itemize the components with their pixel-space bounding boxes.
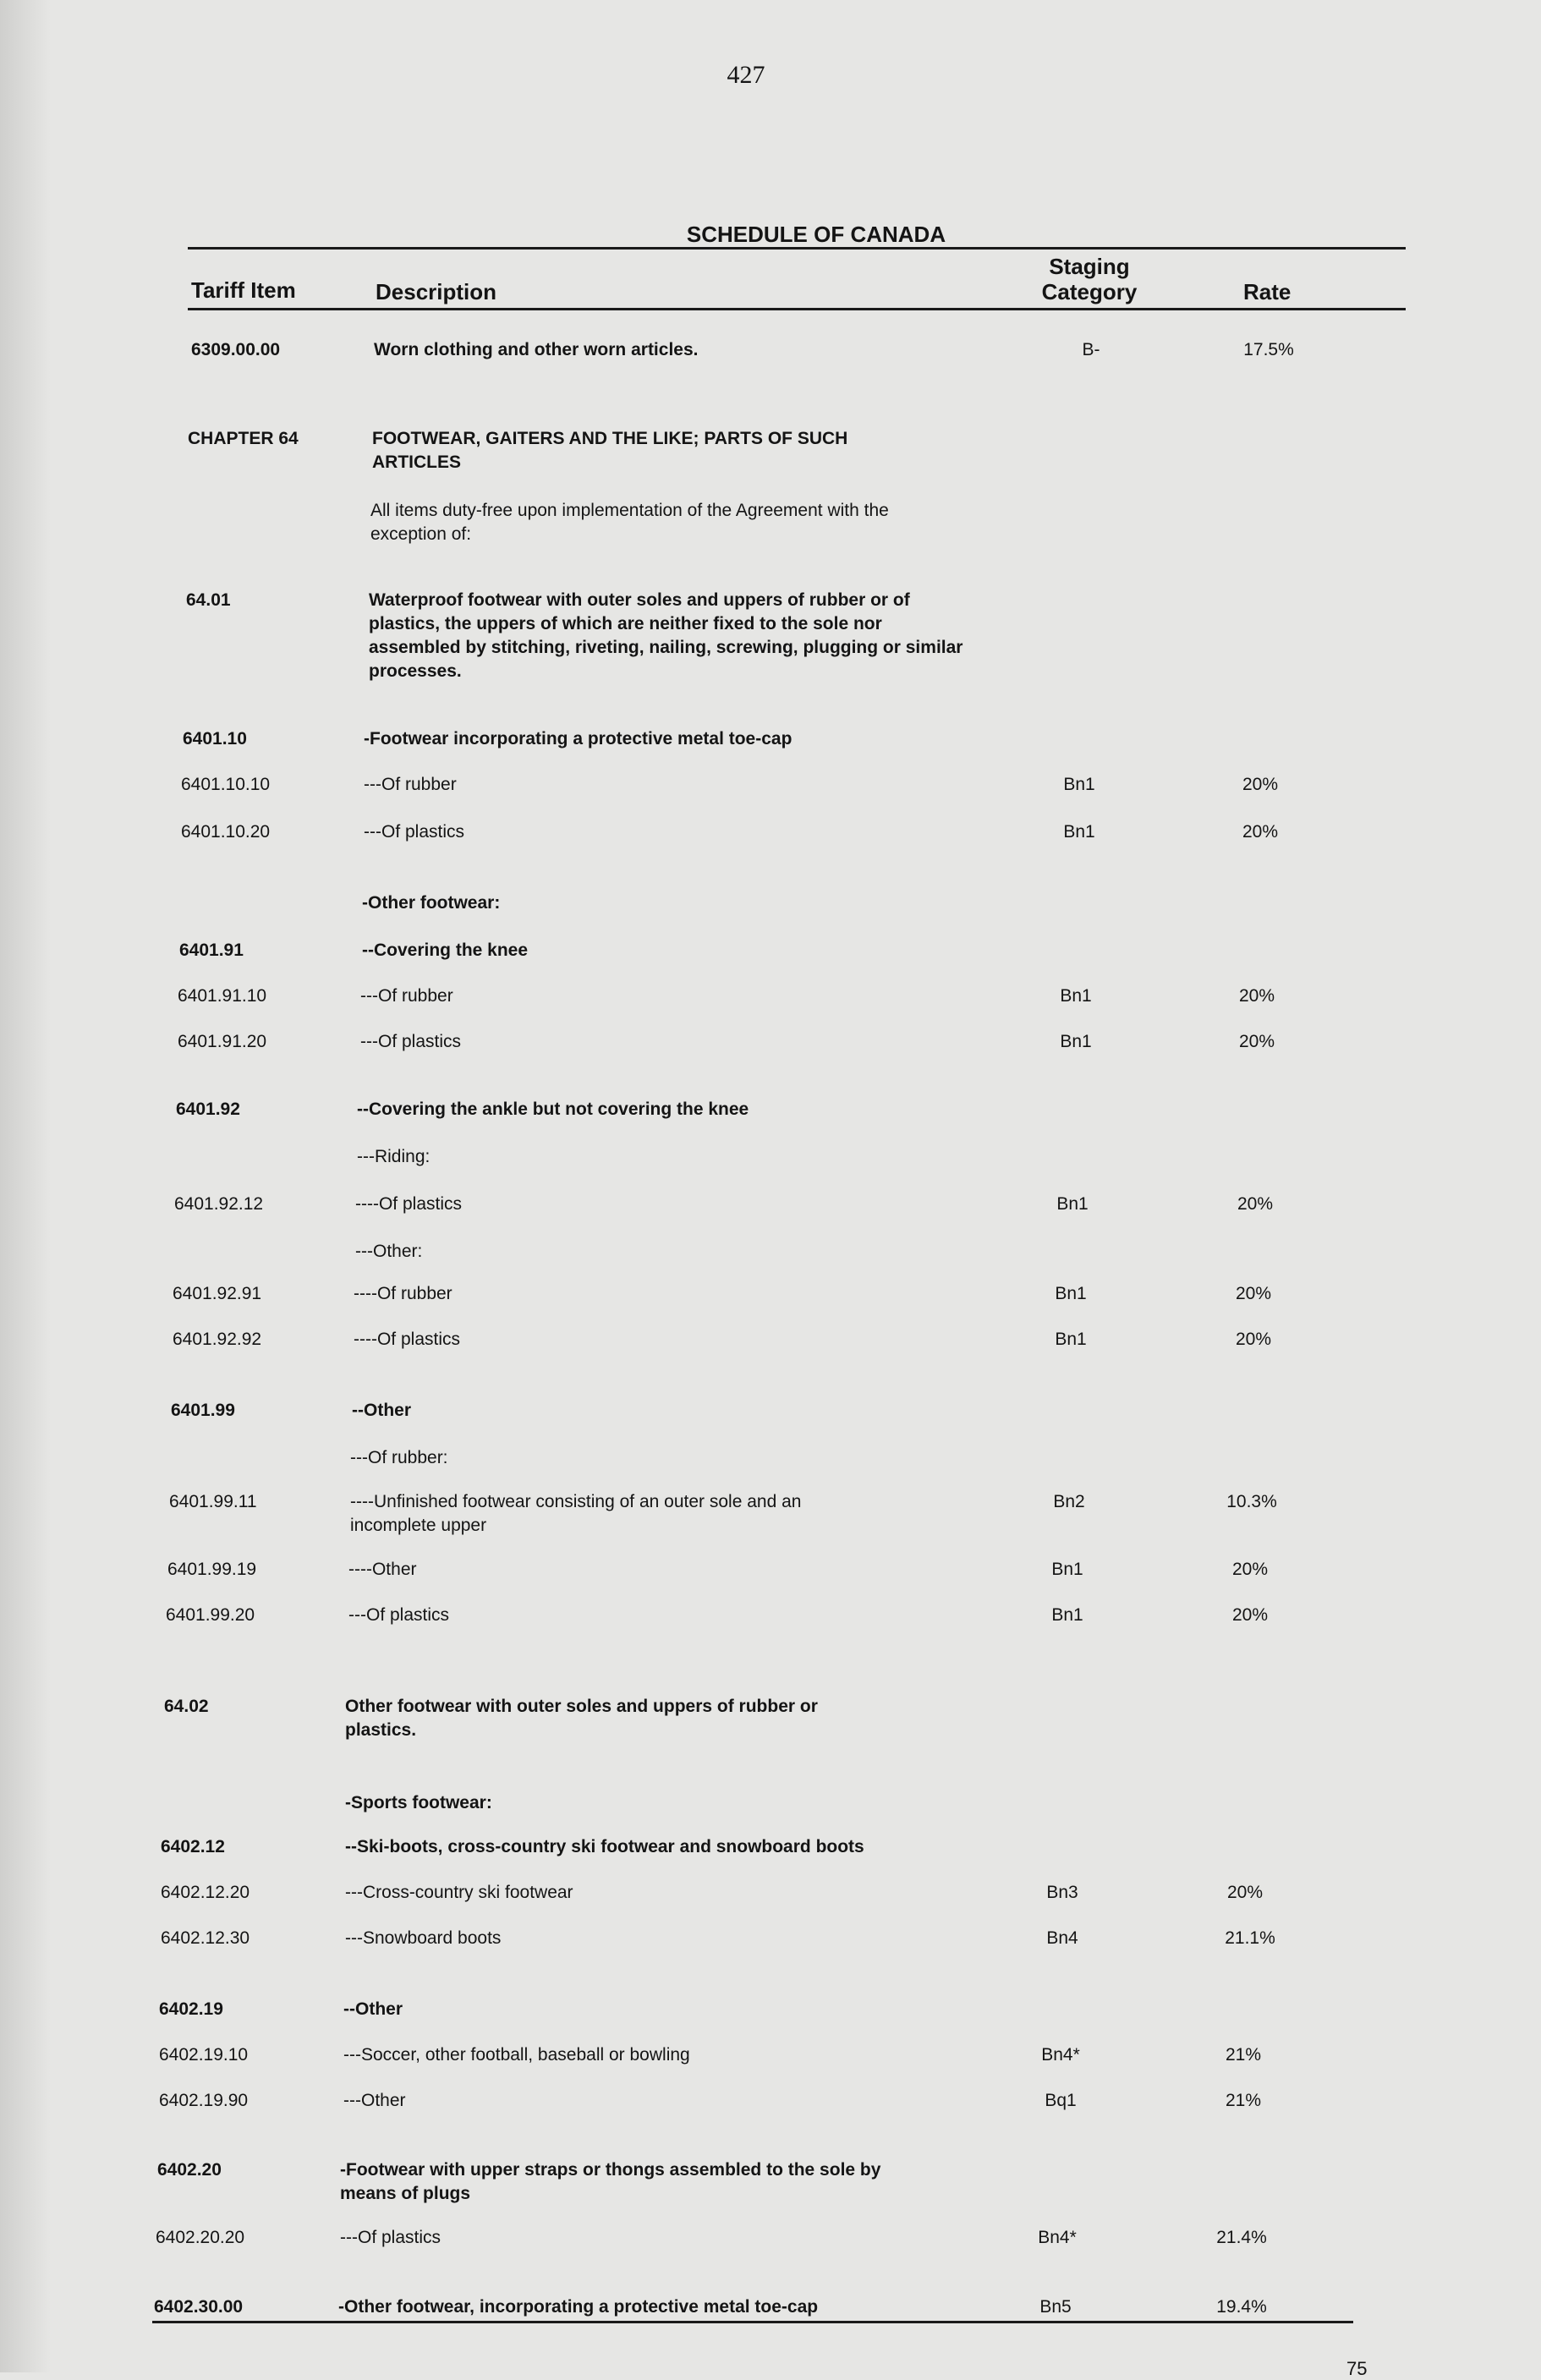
description: ----Of plastics xyxy=(354,1330,460,1349)
description: All items duty-free upon implementation of the Agreement with the exception of: xyxy=(370,501,889,544)
top-rule xyxy=(188,247,1406,250)
tariff-item: 6402.20.20 xyxy=(156,2228,245,2247)
tariff-item: 6401.92.92 xyxy=(173,1330,262,1349)
header-rule xyxy=(188,308,1406,310)
description: ---Of rubber xyxy=(360,986,453,1006)
description: --Ski-boots, cross-country ski footwear and snowboard boots xyxy=(345,1837,864,1856)
tariff-item: 6401.99.11 xyxy=(169,1492,257,1511)
tariff-item: 6402.12.20 xyxy=(161,1883,250,1902)
header-staging-line2: Category xyxy=(1041,279,1138,304)
rate: 20% xyxy=(1226,1883,1264,1902)
tariff-item: 6401.99.19 xyxy=(167,1560,257,1579)
tariff-item: 6401.91.20 xyxy=(178,1032,267,1051)
staging-category: Bn1 xyxy=(1056,1194,1089,1214)
rate: 10.3% xyxy=(1226,1492,1277,1511)
staging-category: Bn1 xyxy=(1055,1284,1087,1303)
tariff-item: 6401.99.20 xyxy=(166,1605,255,1625)
tariff-item: 6401.10.10 xyxy=(181,775,271,794)
staging-category: Bn2 xyxy=(1053,1492,1085,1511)
rate: 20% xyxy=(1235,1330,1272,1349)
rate: 20% xyxy=(1238,1032,1275,1051)
description: Waterproof footwear with outer soles and uppers of rubber or of plastics, the uppers of which are neither fixed to the sole nor assembled by stitching, riveting, nailing, screwing, plugging or similar processes. xyxy=(369,590,963,681)
description: --Covering the knee xyxy=(362,940,529,960)
description: Worn clothing and other worn articles. xyxy=(374,340,699,359)
schedule-title: SCHEDULE OF CANADA xyxy=(686,222,946,247)
tariff-item: 6401.92 xyxy=(176,1100,240,1119)
rate: 20% xyxy=(1235,1284,1272,1303)
description: --Other xyxy=(352,1401,411,1420)
staging-category: Bn1 xyxy=(1063,775,1095,794)
rate: 21.1% xyxy=(1225,1928,1275,1948)
rate: 20% xyxy=(1231,1605,1269,1625)
tariff-item: 6401.92.12 xyxy=(174,1194,264,1214)
description: Other footwear with outer soles and uppers of rubber or plastics. xyxy=(345,1697,818,1740)
description: ---Of plastics xyxy=(364,822,465,842)
staging-category: Bn1 xyxy=(1051,1560,1083,1579)
tariff-item: 6402.19.10 xyxy=(159,2045,249,2065)
bottom-rule xyxy=(152,2321,1353,2323)
description: ---Riding: xyxy=(357,1147,430,1166)
staging-category: Bn1 xyxy=(1055,1330,1087,1349)
staging-category: Bn1 xyxy=(1060,1032,1092,1051)
footer-page-number: 75 xyxy=(1346,2358,1368,2379)
staging-category: Bn5 xyxy=(1039,2297,1072,2317)
tariff-item: 6401.91 xyxy=(179,940,244,960)
tariff-item: 6402.12 xyxy=(161,1837,225,1856)
header-tariff-item: Tariff Item xyxy=(191,277,296,303)
description: ----Of rubber xyxy=(354,1284,452,1303)
description: --Other xyxy=(343,1999,403,2019)
rate: 20% xyxy=(1231,1560,1269,1579)
description: ----Other xyxy=(348,1560,417,1579)
description: FOOTWEAR, GAITERS AND THE LIKE; PARTS OF SUCH ARTICLES xyxy=(372,429,848,472)
description: ---Of plastics xyxy=(348,1605,450,1625)
description: -Other footwear, incorporating a protective metal toe-cap xyxy=(338,2297,819,2317)
header-description: Description xyxy=(376,279,497,304)
description: -Sports footwear: xyxy=(345,1793,492,1812)
page-number: 427 xyxy=(727,61,765,89)
rate: 19.4% xyxy=(1216,2297,1267,2317)
description: ---Of rubber xyxy=(364,775,457,794)
description: ---Other: xyxy=(355,1242,423,1261)
staging-category: Bn1 xyxy=(1063,822,1095,842)
description: ---Cross-country ski footwear xyxy=(345,1883,573,1902)
description: ---Soccer, other football, baseball or bowling xyxy=(343,2045,690,2065)
rate: 21% xyxy=(1225,2091,1262,2110)
description: -Footwear with upper straps or thongs assembled to the sole by means of plugs xyxy=(340,2160,881,2203)
description: ---Of plastics xyxy=(340,2228,441,2247)
description: ----Of plastics xyxy=(355,1194,462,1214)
staging-category: Bn4* xyxy=(1038,2228,1077,2247)
tariff-item: 6402.12.30 xyxy=(161,1928,250,1948)
description: ---Of rubber: xyxy=(350,1448,448,1467)
tariff-item: 6309.00.00 xyxy=(191,340,281,359)
tariff-item: 6401.10.20 xyxy=(181,822,271,842)
staging-category: Bn4 xyxy=(1046,1928,1078,1948)
tariff-item: CHAPTER 64 xyxy=(188,429,299,448)
rate: 21.4% xyxy=(1216,2228,1267,2247)
staging-category: B- xyxy=(1082,340,1100,359)
description: ---Of plastics xyxy=(360,1032,462,1051)
staging-category: Bn1 xyxy=(1051,1605,1083,1625)
tariff-item: 6401.91.10 xyxy=(178,986,267,1006)
tariff-item: 6401.99 xyxy=(171,1401,235,1420)
tariff-item: 6402.20 xyxy=(157,2160,222,2180)
staging-category: Bn3 xyxy=(1046,1883,1078,1902)
rate: 20% xyxy=(1238,986,1275,1006)
tariff-item: 64.01 xyxy=(186,590,231,610)
rate: 20% xyxy=(1242,822,1279,842)
header-staging-line1: Staging xyxy=(1049,254,1130,279)
description: ---Other xyxy=(343,2091,406,2110)
description: -Other footwear: xyxy=(362,893,501,913)
description: ----Unfinished footwear consisting of an outer sole and an incomplete upper xyxy=(350,1492,802,1535)
tariff-item: 6402.19.90 xyxy=(159,2091,249,2110)
description: --Covering the ankle but not covering the knee xyxy=(357,1100,749,1119)
description: -Footwear incorporating a protective metal toe-cap xyxy=(364,729,792,749)
staging-category: Bn1 xyxy=(1060,986,1092,1006)
header-rate: Rate xyxy=(1243,279,1291,304)
rate: 17.5% xyxy=(1243,340,1294,359)
header-staging-category xyxy=(1030,254,1149,304)
tariff-item: 6402.19 xyxy=(159,1999,223,2019)
description: ---Snowboard boots xyxy=(345,1928,502,1948)
page-binding-shadow xyxy=(0,0,51,2372)
tariff-item: 64.02 xyxy=(164,1697,209,1716)
staging-category: Bn4* xyxy=(1041,2045,1080,2065)
rate: 21% xyxy=(1225,2045,1262,2065)
rate: 20% xyxy=(1242,775,1279,794)
tariff-item: 6402.30.00 xyxy=(154,2297,244,2317)
tariff-item: 6401.92.91 xyxy=(173,1284,262,1303)
tariff-item: 6401.10 xyxy=(183,729,247,749)
rate: 20% xyxy=(1237,1194,1274,1214)
staging-category: Bq1 xyxy=(1045,2091,1077,2110)
